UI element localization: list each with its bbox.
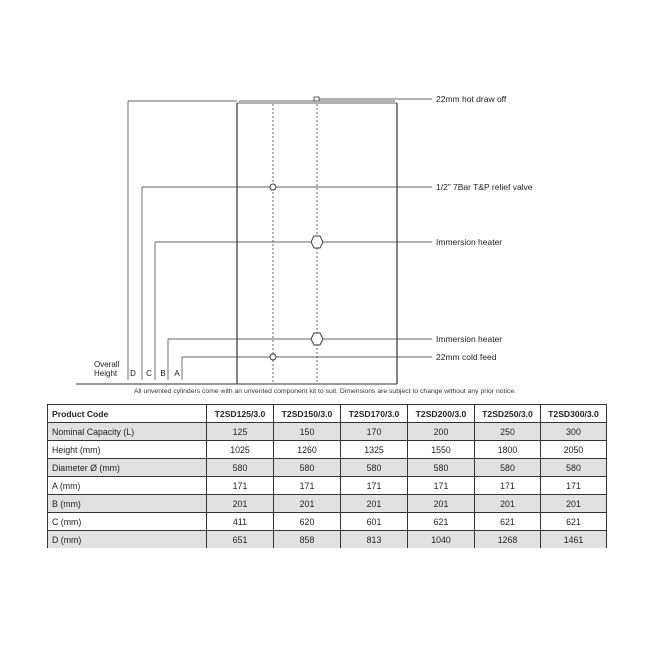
table-cell: 171 [541, 477, 607, 495]
table-cell: 201 [274, 495, 341, 513]
table-cell: 1461 [541, 531, 607, 549]
table-cell: 1025 [207, 441, 274, 459]
callout-leaders [276, 99, 432, 357]
specification-table [47, 404, 607, 548]
row-label: Diameter Ø (mm) [48, 459, 207, 477]
table-cell: 580 [341, 459, 408, 477]
table-cell: 201 [408, 495, 475, 513]
row-label: B (mm) [48, 495, 207, 513]
table-cell: 1040 [408, 531, 475, 549]
relief-valve-port [270, 184, 276, 190]
table-row [48, 495, 607, 513]
row-label: A (mm) [48, 477, 207, 495]
immersion-heater-upper [311, 236, 323, 248]
table-cell: 621 [475, 513, 541, 531]
table-cell: 250 [475, 423, 541, 441]
table-cell: 1260 [274, 441, 341, 459]
table-cell: 150 [274, 423, 341, 441]
header-t2sd170: T2SD170/3.0 [341, 405, 408, 423]
table-cell: 171 [475, 477, 541, 495]
table-cell: 411 [207, 513, 274, 531]
callout-hot-draw-off: 22mm hot draw off [436, 94, 507, 104]
callout-relief-valve: 1/2” 7Bar T&P relief valve [436, 182, 533, 192]
row-label: D (mm) [48, 531, 207, 549]
dim-letter-d: D [130, 369, 136, 378]
table-cell: 201 [475, 495, 541, 513]
table-cell: 1800 [475, 441, 541, 459]
table-cell: 200 [408, 423, 475, 441]
table-row [48, 441, 607, 459]
cold-feed-port [270, 354, 276, 360]
table-cell: 171 [408, 477, 475, 495]
internal-pipes [273, 104, 317, 384]
overall-height-label-line1: Overall [94, 360, 120, 369]
table-row [48, 531, 607, 549]
header-product-code: Product Code [48, 405, 207, 423]
callout-cold-feed: 22mm cold feed [436, 352, 497, 362]
dim-letter-c: C [146, 369, 152, 378]
header-t2sd200: T2SD200/3.0 [408, 405, 475, 423]
header-t2sd250: T2SD250/3.0 [475, 405, 541, 423]
table-cell: 620 [274, 513, 341, 531]
table-cell: 170 [341, 423, 408, 441]
disclaimer-note: All unvented cylinders come with an unvented component kit to suit. Dimensions are subject to change without any prior notice. [134, 388, 516, 395]
table-row [48, 459, 607, 477]
table-cell: 1268 [475, 531, 541, 549]
table-cell: 621 [541, 513, 607, 531]
callout-immersion-heater-lower: Immersion heater [436, 334, 503, 344]
table-cell: 201 [341, 495, 408, 513]
table-cell: 201 [541, 495, 607, 513]
table-cell: 125 [207, 423, 274, 441]
table-cell: 1550 [408, 441, 475, 459]
header-t2sd150: T2SD150/3.0 [274, 405, 341, 423]
table-cell: 621 [408, 513, 475, 531]
table-cell: 300 [541, 423, 607, 441]
row-label: Height (mm) [48, 441, 207, 459]
table-cell: 2050 [541, 441, 607, 459]
table-cell: 858 [274, 531, 341, 549]
table-cell: 580 [475, 459, 541, 477]
row-label: C (mm) [48, 513, 207, 531]
table-row [48, 423, 607, 441]
table-cell: 1325 [341, 441, 408, 459]
table-body [48, 423, 607, 549]
table-cell: 601 [341, 513, 408, 531]
hot-draw-off-port [314, 97, 319, 101]
table-cell: 651 [207, 531, 274, 549]
table-cell: 201 [207, 495, 274, 513]
header-t2sd125: T2SD125/3.0 [207, 405, 274, 423]
table-cell: 580 [274, 459, 341, 477]
table-cell: 171 [207, 477, 274, 495]
table-cell: 171 [341, 477, 408, 495]
dim-letter-b: B [160, 369, 166, 378]
table-row [48, 513, 607, 531]
table-cell: 580 [408, 459, 475, 477]
table-row [48, 477, 607, 495]
table-cell: 813 [341, 531, 408, 549]
immersion-heater-lower [311, 333, 323, 345]
header-t2sd300: T2SD300/3.0 [541, 405, 607, 423]
table-cell: 580 [541, 459, 607, 477]
row-label: Nominal Capacity (L) [48, 423, 207, 441]
table-cell: 171 [274, 477, 341, 495]
overall-height-label-line2: Height [94, 369, 118, 378]
callout-immersion-heater-upper: Immersion heater [436, 237, 503, 247]
table-cell: 580 [207, 459, 274, 477]
dim-letter-a: A [174, 369, 180, 378]
table-header-row [48, 405, 607, 423]
